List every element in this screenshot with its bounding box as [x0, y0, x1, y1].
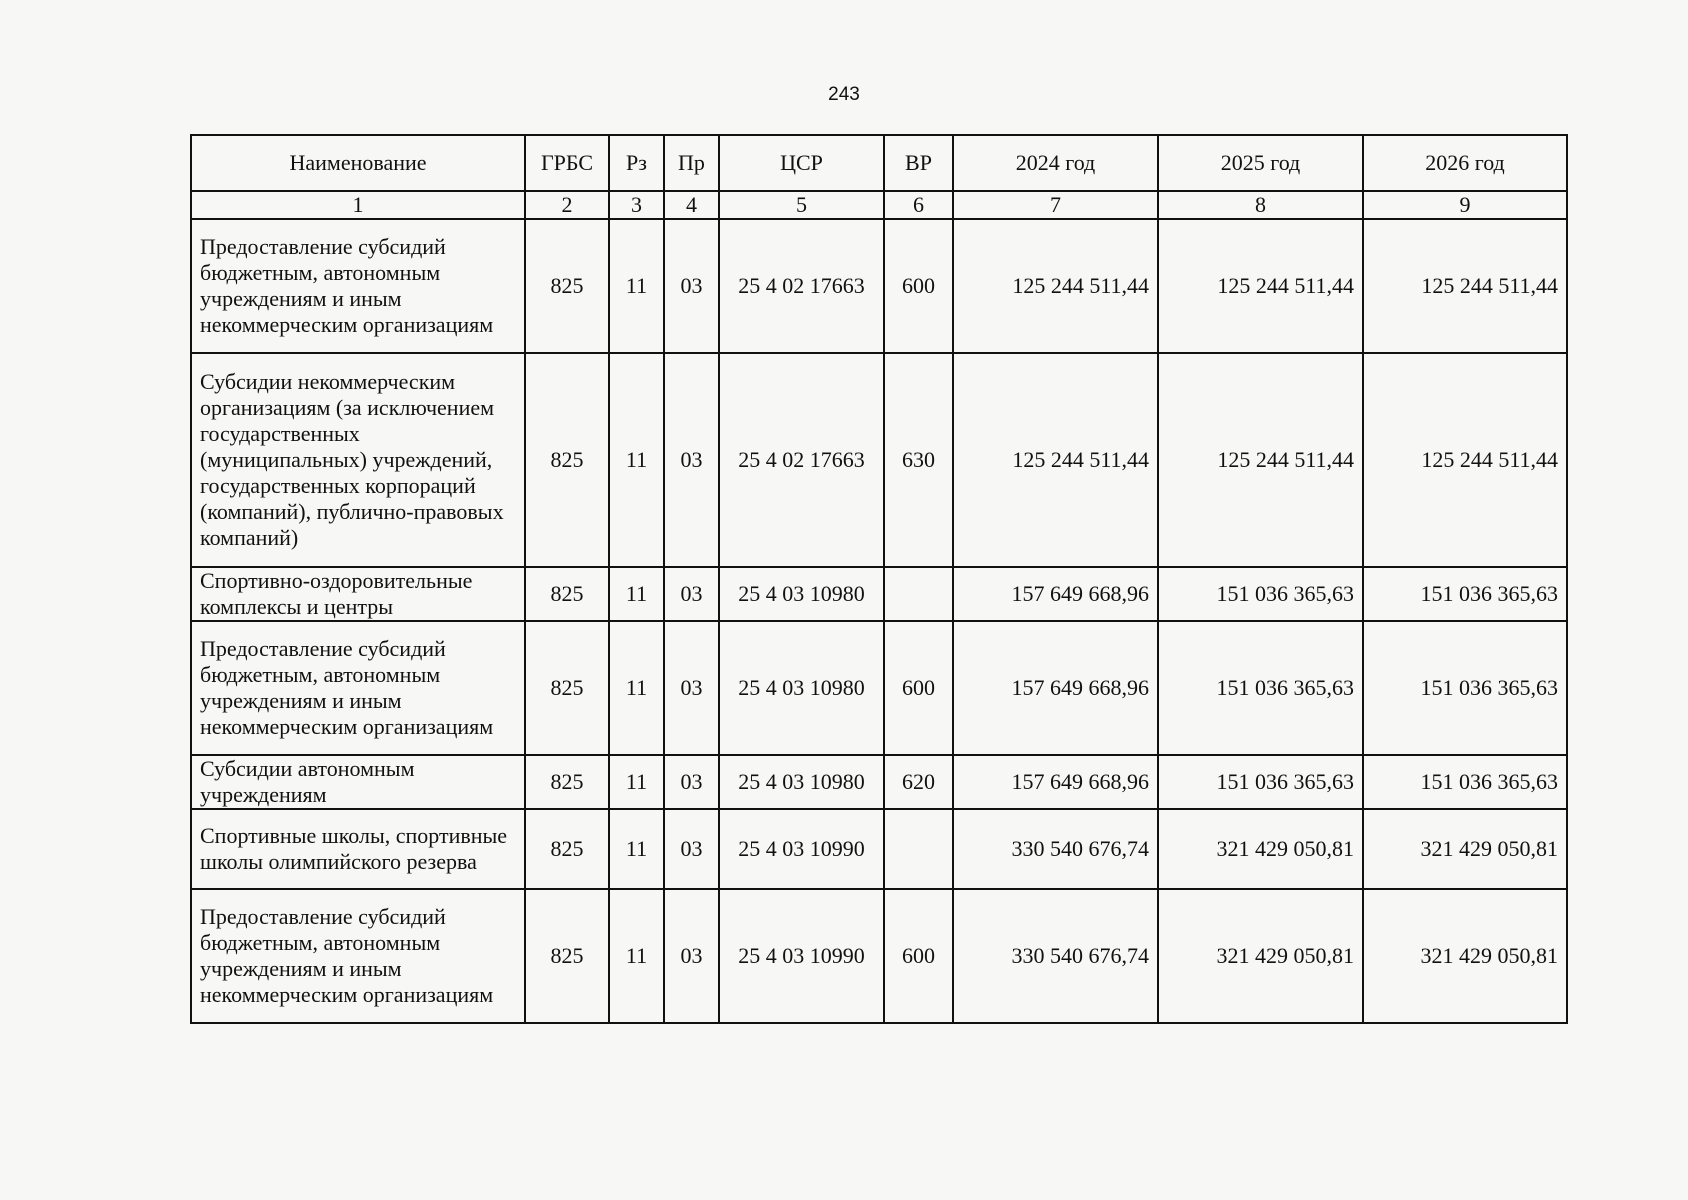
- table-row: [191, 219, 1567, 353]
- header-vr: ВР: [884, 135, 953, 191]
- row-amount-2025: 151 036 365,63: [1158, 621, 1363, 755]
- row-rz: 11: [609, 219, 664, 353]
- header-name: Наименование: [191, 135, 525, 191]
- row-csr: 25 4 03 10990: [719, 809, 884, 889]
- row-csr: 25 4 02 17663: [719, 353, 884, 567]
- row-rz: 11: [609, 755, 664, 809]
- row-grbs: 825: [525, 219, 609, 353]
- row-amount-2025: 125 244 511,44: [1158, 219, 1363, 353]
- column-number-row: [191, 191, 1567, 219]
- row-amount-2025: 151 036 365,63: [1158, 755, 1363, 809]
- row-csr: 25 4 03 10980: [719, 755, 884, 809]
- row-vr: 630: [884, 353, 953, 567]
- row-amount-2024: 330 540 676,74: [953, 809, 1158, 889]
- row-rz: 11: [609, 567, 664, 621]
- header-2024: 2024 год: [953, 135, 1158, 191]
- column-number: 3: [609, 191, 664, 219]
- row-amount-2024: 125 244 511,44: [953, 353, 1158, 567]
- table-row: [191, 621, 1567, 755]
- header-rz: Рз: [609, 135, 664, 191]
- row-grbs: 825: [525, 809, 609, 889]
- table-row: [191, 567, 1567, 621]
- row-pr: 03: [664, 219, 719, 353]
- row-amount-2026: 151 036 365,63: [1363, 755, 1567, 809]
- row-vr: 600: [884, 889, 953, 1023]
- row-rz: 11: [609, 621, 664, 755]
- row-vr: [884, 809, 953, 889]
- row-name: Спортивные школы, спортивные школы олимпийского резерва: [191, 809, 525, 889]
- budget-table: [190, 134, 1568, 1024]
- header-csr: ЦСР: [719, 135, 884, 191]
- column-number: 2: [525, 191, 609, 219]
- row-name: Спортивно-оздоровительные комплексы и центры: [191, 567, 525, 621]
- row-pr: 03: [664, 755, 719, 809]
- row-amount-2025: 125 244 511,44: [1158, 353, 1363, 567]
- table-row: [191, 809, 1567, 889]
- row-pr: 03: [664, 889, 719, 1023]
- column-number: 5: [719, 191, 884, 219]
- header-row: [191, 135, 1567, 191]
- row-vr: 620: [884, 755, 953, 809]
- row-grbs: 825: [525, 621, 609, 755]
- row-amount-2025: 151 036 365,63: [1158, 567, 1363, 621]
- row-amount-2024: 157 649 668,96: [953, 755, 1158, 809]
- row-grbs: 825: [525, 889, 609, 1023]
- row-vr: 600: [884, 621, 953, 755]
- row-grbs: 825: [525, 353, 609, 567]
- row-name: Предоставление субсидий бюджетным, автономным учреждениям и иным некоммерческим организациям: [191, 621, 525, 755]
- row-pr: 03: [664, 353, 719, 567]
- row-rz: 11: [609, 889, 664, 1023]
- column-number: 6: [884, 191, 953, 219]
- row-amount-2026: 151 036 365,63: [1363, 621, 1567, 755]
- row-pr: 03: [664, 621, 719, 755]
- table-row: [191, 353, 1567, 567]
- row-amount-2024: 330 540 676,74: [953, 889, 1158, 1023]
- row-amount-2026: 125 244 511,44: [1363, 219, 1567, 353]
- row-vr: 600: [884, 219, 953, 353]
- row-amount-2024: 157 649 668,96: [953, 621, 1158, 755]
- row-name: Субсидии автономным учреждениям: [191, 755, 525, 809]
- row-amount-2026: 321 429 050,81: [1363, 889, 1567, 1023]
- header-grbs: ГРБС: [525, 135, 609, 191]
- table-row: [191, 755, 1567, 809]
- column-number: 1: [191, 191, 525, 219]
- page-number: 243: [828, 84, 860, 105]
- row-csr: 25 4 03 10980: [719, 567, 884, 621]
- row-name: Предоставление субсидий бюджетным, автономным учреждениям и иным некоммерческим организациям: [191, 219, 525, 353]
- row-name: Предоставление субсидий бюджетным, автономным учреждениям и иным некоммерческим организациям: [191, 889, 525, 1023]
- row-pr: 03: [664, 809, 719, 889]
- header-2026: 2026 год: [1363, 135, 1567, 191]
- row-rz: 11: [609, 353, 664, 567]
- row-amount-2026: 125 244 511,44: [1363, 353, 1567, 567]
- row-grbs: 825: [525, 755, 609, 809]
- column-number: 7: [953, 191, 1158, 219]
- row-amount-2025: 321 429 050,81: [1158, 889, 1363, 1023]
- row-amount-2026: 321 429 050,81: [1363, 809, 1567, 889]
- table-row: [191, 889, 1567, 1023]
- column-number: 8: [1158, 191, 1363, 219]
- row-grbs: 825: [525, 567, 609, 621]
- column-number: 4: [664, 191, 719, 219]
- row-name: Субсидии некоммерческим организациям (за исключением государственных (муниципальных) учреждений, государственных корпораций (компаний), публично-правовых компаний): [191, 353, 525, 567]
- row-csr: 25 4 03 10990: [719, 889, 884, 1023]
- row-amount-2025: 321 429 050,81: [1158, 809, 1363, 889]
- row-pr: 03: [664, 567, 719, 621]
- row-csr: 25 4 02 17663: [719, 219, 884, 353]
- header-pr: Пр: [664, 135, 719, 191]
- column-number: 9: [1363, 191, 1567, 219]
- row-csr: 25 4 03 10980: [719, 621, 884, 755]
- row-amount-2024: 125 244 511,44: [953, 219, 1158, 353]
- header-2025: 2025 год: [1158, 135, 1363, 191]
- row-rz: 11: [609, 809, 664, 889]
- row-vr: [884, 567, 953, 621]
- row-amount-2026: 151 036 365,63: [1363, 567, 1567, 621]
- row-amount-2024: 157 649 668,96: [953, 567, 1158, 621]
